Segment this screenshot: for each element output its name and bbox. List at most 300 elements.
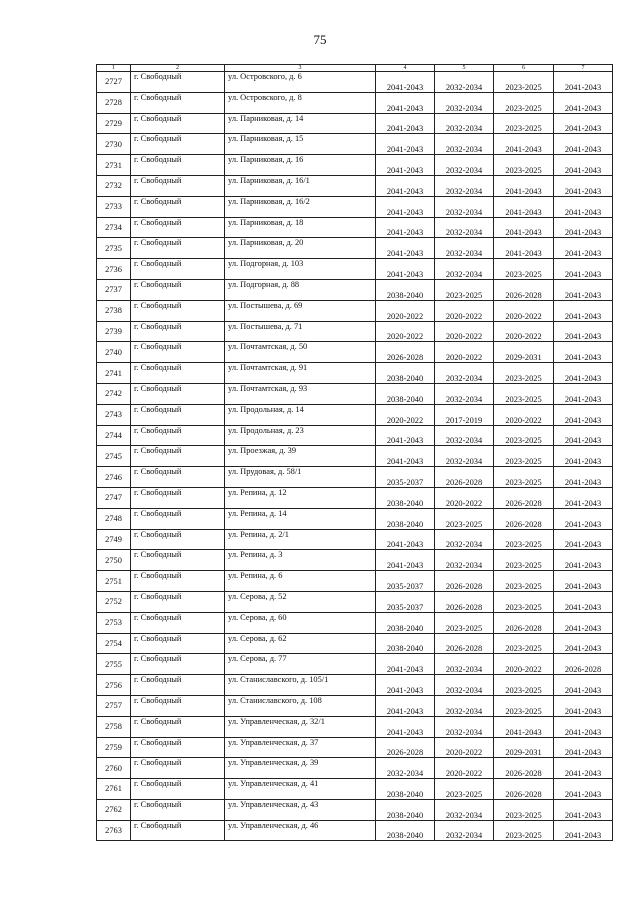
table-row bbox=[97, 799, 613, 820]
city-cell: г. Свободный bbox=[131, 279, 225, 300]
city-cell: г. Свободный bbox=[131, 446, 225, 467]
address-cell: ул. Подгорная, д. 88 bbox=[225, 279, 376, 300]
row-number-cell: 2731 bbox=[97, 155, 131, 176]
city-cell: г. Свободный bbox=[131, 529, 225, 550]
year-range-cell: 2032-2034 bbox=[435, 113, 494, 134]
city-cell: г. Свободный bbox=[131, 238, 225, 259]
city-cell: г. Свободный bbox=[131, 716, 225, 737]
year-range-cell: 2020-2022 bbox=[494, 654, 554, 675]
city-cell: г. Свободный bbox=[131, 321, 225, 342]
column-number-row bbox=[97, 65, 613, 72]
year-range-cell: 2038-2040 bbox=[376, 779, 435, 800]
table-row bbox=[97, 383, 613, 404]
year-range-cell: 2020-2022 bbox=[435, 321, 494, 342]
year-range-cell: 2041-2043 bbox=[494, 217, 554, 238]
year-range-cell: 2038-2040 bbox=[376, 633, 435, 654]
year-range-cell: 2026-2028 bbox=[494, 487, 554, 508]
city-cell: г. Свободный bbox=[131, 259, 225, 280]
year-range-cell: 2041-2043 bbox=[376, 72, 435, 93]
row-number-cell: 2729 bbox=[97, 113, 131, 134]
year-range-cell: 2032-2034 bbox=[435, 217, 494, 238]
city-cell: г. Свободный bbox=[131, 779, 225, 800]
address-cell: ул. Прудовая, д. 58/1 bbox=[225, 467, 376, 488]
year-range-cell: 2023-2025 bbox=[494, 675, 554, 696]
city-cell: г. Свободный bbox=[131, 404, 225, 425]
address-cell: ул. Управленческая, д. 32/1 bbox=[225, 716, 376, 737]
year-range-cell: 2041-2043 bbox=[376, 425, 435, 446]
row-number-cell: 2741 bbox=[97, 363, 131, 384]
row-number-cell: 2754 bbox=[97, 633, 131, 654]
year-range-cell: 2041-2043 bbox=[554, 487, 613, 508]
city-cell: г. Свободный bbox=[131, 612, 225, 633]
row-number-cell: 2748 bbox=[97, 508, 131, 529]
year-range-cell: 2032-2034 bbox=[435, 654, 494, 675]
table-row bbox=[97, 155, 613, 176]
year-range-cell: 2041-2043 bbox=[376, 92, 435, 113]
table-row bbox=[97, 92, 613, 113]
address-cell: ул. Управленческая, д. 43 bbox=[225, 799, 376, 820]
year-range-cell: 2041-2043 bbox=[494, 175, 554, 196]
city-cell: г. Свободный bbox=[131, 342, 225, 363]
address-cell: ул. Серова, д. 52 bbox=[225, 591, 376, 612]
year-range-cell: 2029-2031 bbox=[494, 342, 554, 363]
year-range-cell: 2023-2025 bbox=[494, 383, 554, 404]
row-number-cell: 2737 bbox=[97, 279, 131, 300]
city-cell: г. Свободный bbox=[131, 363, 225, 384]
address-cell: ул. Подгорная, д. 103 bbox=[225, 259, 376, 280]
row-number-cell: 2761 bbox=[97, 779, 131, 800]
year-range-cell: 2032-2034 bbox=[435, 799, 494, 820]
table-row bbox=[97, 279, 613, 300]
city-cell: г. Свободный bbox=[131, 92, 225, 113]
year-range-cell: 2032-2034 bbox=[435, 695, 494, 716]
city-cell: г. Свободный bbox=[131, 196, 225, 217]
address-cell: ул. Островского, д. 6 bbox=[225, 72, 376, 93]
table-row bbox=[97, 238, 613, 259]
row-number-cell: 2745 bbox=[97, 446, 131, 467]
column-number: 6 bbox=[494, 65, 554, 72]
city-cell: г. Свободный bbox=[131, 591, 225, 612]
year-range-cell: 2041-2043 bbox=[376, 238, 435, 259]
city-cell: г. Свободный bbox=[131, 758, 225, 779]
year-range-cell: 2041-2043 bbox=[554, 612, 613, 633]
city-cell: г. Свободный bbox=[131, 467, 225, 488]
row-number-cell: 2728 bbox=[97, 92, 131, 113]
year-range-cell: 2023-2025 bbox=[494, 72, 554, 93]
address-cell: ул. Островского, д. 8 bbox=[225, 92, 376, 113]
table-row bbox=[97, 716, 613, 737]
year-range-cell: 2026-2028 bbox=[435, 633, 494, 654]
row-number-cell: 2755 bbox=[97, 654, 131, 675]
address-cell: ул. Репина, д. 12 bbox=[225, 487, 376, 508]
year-range-cell: 2038-2040 bbox=[376, 383, 435, 404]
row-number-cell: 2735 bbox=[97, 238, 131, 259]
year-range-cell: 2032-2034 bbox=[435, 550, 494, 571]
year-range-cell: 2026-2028 bbox=[435, 591, 494, 612]
year-range-cell: 2041-2043 bbox=[494, 196, 554, 217]
year-range-cell: 2041-2043 bbox=[554, 675, 613, 696]
year-range-cell: 2041-2043 bbox=[376, 113, 435, 134]
year-range-cell: 2041-2043 bbox=[376, 550, 435, 571]
year-range-cell: 2032-2034 bbox=[376, 758, 435, 779]
year-range-cell: 2023-2025 bbox=[494, 259, 554, 280]
year-range-cell: 2041-2043 bbox=[554, 467, 613, 488]
year-range-cell: 2041-2043 bbox=[554, 72, 613, 93]
address-cell: ул. Постышева, д. 69 bbox=[225, 300, 376, 321]
year-range-cell: 2041-2043 bbox=[554, 134, 613, 155]
year-range-cell: 2020-2022 bbox=[494, 321, 554, 342]
year-range-cell: 2041-2043 bbox=[554, 571, 613, 592]
year-range-cell: 2032-2034 bbox=[435, 446, 494, 467]
year-range-cell: 2041-2043 bbox=[376, 446, 435, 467]
year-range-cell: 2032-2034 bbox=[435, 529, 494, 550]
year-range-cell: 2032-2034 bbox=[435, 363, 494, 384]
address-cell: ул. Станиславского, д. 108 bbox=[225, 695, 376, 716]
row-number-cell: 2732 bbox=[97, 175, 131, 196]
year-range-cell: 2026-2028 bbox=[376, 342, 435, 363]
address-cell: ул. Продольная, д. 14 bbox=[225, 404, 376, 425]
year-range-cell: 2032-2034 bbox=[435, 675, 494, 696]
year-range-cell: 2032-2034 bbox=[435, 383, 494, 404]
address-cell: ул. Постышева, д. 71 bbox=[225, 321, 376, 342]
year-range-cell: 2041-2043 bbox=[494, 716, 554, 737]
address-cell: ул. Парниковая, д. 15 bbox=[225, 134, 376, 155]
year-range-cell: 2041-2043 bbox=[376, 217, 435, 238]
year-range-cell: 2041-2043 bbox=[554, 404, 613, 425]
row-number-cell: 2762 bbox=[97, 799, 131, 820]
row-number-cell: 2739 bbox=[97, 321, 131, 342]
year-range-cell: 2026-2028 bbox=[494, 758, 554, 779]
table-row bbox=[97, 300, 613, 321]
row-number-cell: 2727 bbox=[97, 72, 131, 93]
table-row bbox=[97, 591, 613, 612]
table-row bbox=[97, 217, 613, 238]
city-cell: г. Свободный bbox=[131, 113, 225, 134]
year-range-cell: 2023-2025 bbox=[494, 467, 554, 488]
row-number-cell: 2763 bbox=[97, 820, 131, 841]
address-cell: ул. Парниковая, д. 16 bbox=[225, 155, 376, 176]
year-range-cell: 2032-2034 bbox=[435, 92, 494, 113]
year-range-cell: 2041-2043 bbox=[554, 321, 613, 342]
year-range-cell: 2026-2028 bbox=[435, 467, 494, 488]
row-number-cell: 2757 bbox=[97, 695, 131, 716]
year-range-cell: 2032-2034 bbox=[435, 259, 494, 280]
column-number: 7 bbox=[554, 65, 613, 72]
table-row bbox=[97, 342, 613, 363]
year-range-cell: 2041-2043 bbox=[554, 92, 613, 113]
city-cell: г. Свободный bbox=[131, 217, 225, 238]
address-cell: ул. Парниковая, д. 16/2 bbox=[225, 196, 376, 217]
year-range-cell: 2041-2043 bbox=[554, 799, 613, 820]
year-range-cell: 2038-2040 bbox=[376, 820, 435, 841]
row-number-cell: 2751 bbox=[97, 571, 131, 592]
row-number-cell: 2736 bbox=[97, 259, 131, 280]
table-row bbox=[97, 113, 613, 134]
year-range-cell: 2038-2040 bbox=[376, 279, 435, 300]
table-row bbox=[97, 737, 613, 758]
year-range-cell: 2026-2028 bbox=[376, 737, 435, 758]
table-row bbox=[97, 508, 613, 529]
year-range-cell: 2041-2043 bbox=[376, 155, 435, 176]
year-range-cell: 2041-2043 bbox=[554, 508, 613, 529]
city-cell: г. Свободный bbox=[131, 675, 225, 696]
year-range-cell: 2041-2043 bbox=[554, 779, 613, 800]
row-number-cell: 2747 bbox=[97, 487, 131, 508]
table-row bbox=[97, 134, 613, 155]
row-number-cell: 2746 bbox=[97, 467, 131, 488]
city-cell: г. Свободный bbox=[131, 550, 225, 571]
row-number-cell: 2744 bbox=[97, 425, 131, 446]
year-range-cell: 2026-2028 bbox=[554, 654, 613, 675]
year-range-cell: 2023-2025 bbox=[494, 571, 554, 592]
year-range-cell: 2038-2040 bbox=[376, 363, 435, 384]
table-row bbox=[97, 758, 613, 779]
address-cell: ул. Проезжая, д. 39 bbox=[225, 446, 376, 467]
schedule-table bbox=[96, 64, 613, 841]
year-range-cell: 2035-2037 bbox=[376, 571, 435, 592]
address-cell: ул. Управленческая, д. 37 bbox=[225, 737, 376, 758]
address-cell: ул. Серова, д. 77 bbox=[225, 654, 376, 675]
year-range-cell: 2041-2043 bbox=[554, 363, 613, 384]
address-cell: ул. Управленческая, д. 39 bbox=[225, 758, 376, 779]
table-row bbox=[97, 820, 613, 841]
year-range-cell: 2023-2025 bbox=[435, 612, 494, 633]
year-range-cell: 2041-2043 bbox=[554, 446, 613, 467]
table-row bbox=[97, 654, 613, 675]
year-range-cell: 2020-2022 bbox=[376, 321, 435, 342]
year-range-cell: 2032-2034 bbox=[435, 72, 494, 93]
address-cell: ул. Репина, д. 2/1 bbox=[225, 529, 376, 550]
table-row bbox=[97, 779, 613, 800]
address-cell: ул. Продольная, д. 23 bbox=[225, 425, 376, 446]
year-range-cell: 2032-2034 bbox=[435, 716, 494, 737]
address-cell: ул. Почтамтская, д. 91 bbox=[225, 363, 376, 384]
table-row bbox=[97, 446, 613, 467]
year-range-cell: 2041-2043 bbox=[554, 300, 613, 321]
address-cell: ул. Репина, д. 14 bbox=[225, 508, 376, 529]
year-range-cell: 2023-2025 bbox=[435, 508, 494, 529]
year-range-cell: 2041-2043 bbox=[494, 238, 554, 259]
year-range-cell: 2026-2028 bbox=[435, 571, 494, 592]
table-row bbox=[97, 196, 613, 217]
column-number: 4 bbox=[376, 65, 435, 72]
table-row bbox=[97, 363, 613, 384]
year-range-cell: 2041-2043 bbox=[554, 383, 613, 404]
year-range-cell: 2032-2034 bbox=[435, 238, 494, 259]
year-range-cell: 2041-2043 bbox=[376, 134, 435, 155]
column-number: 3 bbox=[225, 65, 376, 72]
year-range-cell: 2041-2043 bbox=[376, 196, 435, 217]
year-range-cell: 2041-2043 bbox=[554, 155, 613, 176]
year-range-cell: 2020-2022 bbox=[435, 758, 494, 779]
row-number-cell: 2756 bbox=[97, 675, 131, 696]
year-range-cell: 2041-2043 bbox=[554, 633, 613, 654]
year-range-cell: 2041-2043 bbox=[554, 758, 613, 779]
city-cell: г. Свободный bbox=[131, 508, 225, 529]
year-range-cell: 2041-2043 bbox=[554, 217, 613, 238]
year-range-cell: 2020-2022 bbox=[376, 300, 435, 321]
year-range-cell: 2041-2043 bbox=[554, 550, 613, 571]
address-cell: ул. Управленческая, д. 46 bbox=[225, 820, 376, 841]
year-range-cell: 2020-2022 bbox=[376, 404, 435, 425]
year-range-cell: 2041-2043 bbox=[376, 695, 435, 716]
year-range-cell: 2026-2028 bbox=[494, 779, 554, 800]
year-range-cell: 2041-2043 bbox=[376, 259, 435, 280]
city-cell: г. Свободный bbox=[131, 134, 225, 155]
table-row bbox=[97, 259, 613, 280]
year-range-cell: 2026-2028 bbox=[494, 612, 554, 633]
table-row bbox=[97, 695, 613, 716]
year-range-cell: 2026-2028 bbox=[494, 279, 554, 300]
year-range-cell: 2032-2034 bbox=[435, 820, 494, 841]
row-number-cell: 2730 bbox=[97, 134, 131, 155]
year-range-cell: 2032-2034 bbox=[435, 425, 494, 446]
address-cell: ул. Серова, д. 60 bbox=[225, 612, 376, 633]
table-row bbox=[97, 175, 613, 196]
table-row bbox=[97, 550, 613, 571]
address-cell: ул. Парниковая, д. 14 bbox=[225, 113, 376, 134]
row-number-cell: 2758 bbox=[97, 716, 131, 737]
year-range-cell: 2032-2034 bbox=[435, 196, 494, 217]
row-number-cell: 2753 bbox=[97, 612, 131, 633]
year-range-cell: 2023-2025 bbox=[494, 799, 554, 820]
address-cell: ул. Парниковая, д. 18 bbox=[225, 217, 376, 238]
row-number-cell: 2733 bbox=[97, 196, 131, 217]
city-cell: г. Свободный bbox=[131, 155, 225, 176]
table-row bbox=[97, 529, 613, 550]
city-cell: г. Свободный bbox=[131, 425, 225, 446]
row-number-cell: 2742 bbox=[97, 383, 131, 404]
city-cell: г. Свободный bbox=[131, 300, 225, 321]
year-range-cell: 2038-2040 bbox=[376, 612, 435, 633]
year-range-cell: 2041-2043 bbox=[554, 259, 613, 280]
year-range-cell: 2032-2034 bbox=[435, 175, 494, 196]
row-number-cell: 2750 bbox=[97, 550, 131, 571]
column-number: 1 bbox=[97, 65, 131, 72]
year-range-cell: 2023-2025 bbox=[494, 820, 554, 841]
year-range-cell: 2023-2025 bbox=[494, 92, 554, 113]
year-range-cell: 2041-2043 bbox=[554, 820, 613, 841]
year-range-cell: 2041-2043 bbox=[494, 134, 554, 155]
year-range-cell: 2041-2043 bbox=[554, 113, 613, 134]
year-range-cell: 2032-2034 bbox=[435, 155, 494, 176]
row-number-cell: 2759 bbox=[97, 737, 131, 758]
year-range-cell: 2020-2022 bbox=[435, 737, 494, 758]
address-cell: ул. Управленческая, д. 41 bbox=[225, 779, 376, 800]
city-cell: г. Свободный bbox=[131, 799, 225, 820]
table-row bbox=[97, 612, 613, 633]
year-range-cell: 2020-2022 bbox=[494, 404, 554, 425]
year-range-cell: 2038-2040 bbox=[376, 487, 435, 508]
year-range-cell: 2023-2025 bbox=[494, 550, 554, 571]
year-range-cell: 2029-2031 bbox=[494, 737, 554, 758]
city-cell: г. Свободный bbox=[131, 737, 225, 758]
table-row bbox=[97, 633, 613, 654]
year-range-cell: 2041-2043 bbox=[376, 654, 435, 675]
table-row bbox=[97, 321, 613, 342]
year-range-cell: 2020-2022 bbox=[435, 487, 494, 508]
year-range-cell: 2017-2019 bbox=[435, 404, 494, 425]
year-range-cell: 2041-2043 bbox=[376, 716, 435, 737]
year-range-cell: 2041-2043 bbox=[554, 196, 613, 217]
city-cell: г. Свободный bbox=[131, 175, 225, 196]
address-cell: ул. Станиславского, д. 105/1 bbox=[225, 675, 376, 696]
city-cell: г. Свободный bbox=[131, 72, 225, 93]
year-range-cell: 2041-2043 bbox=[554, 716, 613, 737]
year-range-cell: 2041-2043 bbox=[554, 737, 613, 758]
year-range-cell: 2023-2025 bbox=[435, 279, 494, 300]
year-range-cell: 2035-2037 bbox=[376, 467, 435, 488]
row-number-cell: 2749 bbox=[97, 529, 131, 550]
table-row bbox=[97, 571, 613, 592]
year-range-cell: 2023-2025 bbox=[494, 446, 554, 467]
year-range-cell: 2041-2043 bbox=[554, 342, 613, 363]
year-range-cell: 2038-2040 bbox=[376, 508, 435, 529]
year-range-cell: 2041-2043 bbox=[376, 675, 435, 696]
address-cell: ул. Почтамтская, д. 50 bbox=[225, 342, 376, 363]
row-number-cell: 2740 bbox=[97, 342, 131, 363]
city-cell: г. Свободный bbox=[131, 383, 225, 404]
address-cell: ул. Серова, д. 62 bbox=[225, 633, 376, 654]
year-range-cell: 2020-2022 bbox=[435, 342, 494, 363]
row-number-cell: 2760 bbox=[97, 758, 131, 779]
year-range-cell: 2020-2022 bbox=[435, 300, 494, 321]
year-range-cell: 2023-2025 bbox=[494, 155, 554, 176]
year-range-cell: 2041-2043 bbox=[376, 529, 435, 550]
table-body bbox=[97, 72, 613, 841]
table-row bbox=[97, 675, 613, 696]
year-range-cell: 2041-2043 bbox=[554, 238, 613, 259]
table-row bbox=[97, 72, 613, 93]
address-cell: ул. Почтамтская, д. 93 bbox=[225, 383, 376, 404]
year-range-cell: 2041-2043 bbox=[554, 279, 613, 300]
row-number-cell: 2743 bbox=[97, 404, 131, 425]
year-range-cell: 2041-2043 bbox=[554, 529, 613, 550]
table-row bbox=[97, 404, 613, 425]
city-cell: г. Свободный bbox=[131, 633, 225, 654]
table-row bbox=[97, 425, 613, 446]
year-range-cell: 2041-2043 bbox=[554, 695, 613, 716]
address-cell: ул. Парниковая, д. 20 bbox=[225, 238, 376, 259]
year-range-cell: 2023-2025 bbox=[494, 633, 554, 654]
year-range-cell: 2023-2025 bbox=[494, 695, 554, 716]
year-range-cell: 2035-2037 bbox=[376, 591, 435, 612]
city-cell: г. Свободный bbox=[131, 695, 225, 716]
table-row bbox=[97, 467, 613, 488]
year-range-cell: 2041-2043 bbox=[554, 591, 613, 612]
address-cell: ул. Парниковая, д. 16/1 bbox=[225, 175, 376, 196]
year-range-cell: 2041-2043 bbox=[554, 175, 613, 196]
address-cell: ул. Репина, д. 6 bbox=[225, 571, 376, 592]
column-number: 2 bbox=[131, 65, 225, 72]
row-number-cell: 2734 bbox=[97, 217, 131, 238]
year-range-cell: 2023-2025 bbox=[494, 591, 554, 612]
year-range-cell: 2023-2025 bbox=[494, 363, 554, 384]
year-range-cell: 2023-2025 bbox=[494, 529, 554, 550]
column-number: 5 bbox=[435, 65, 494, 72]
year-range-cell: 2023-2025 bbox=[494, 113, 554, 134]
page-number: 75 bbox=[313, 32, 327, 47]
year-range-cell: 2020-2022 bbox=[494, 300, 554, 321]
year-range-cell: 2023-2025 bbox=[435, 779, 494, 800]
year-range-cell: 2032-2034 bbox=[435, 134, 494, 155]
year-range-cell: 2041-2043 bbox=[554, 425, 613, 446]
city-cell: г. Свободный bbox=[131, 820, 225, 841]
year-range-cell: 2026-2028 bbox=[494, 508, 554, 529]
city-cell: г. Свободный bbox=[131, 571, 225, 592]
row-number-cell: 2738 bbox=[97, 300, 131, 321]
year-range-cell: 2041-2043 bbox=[376, 175, 435, 196]
